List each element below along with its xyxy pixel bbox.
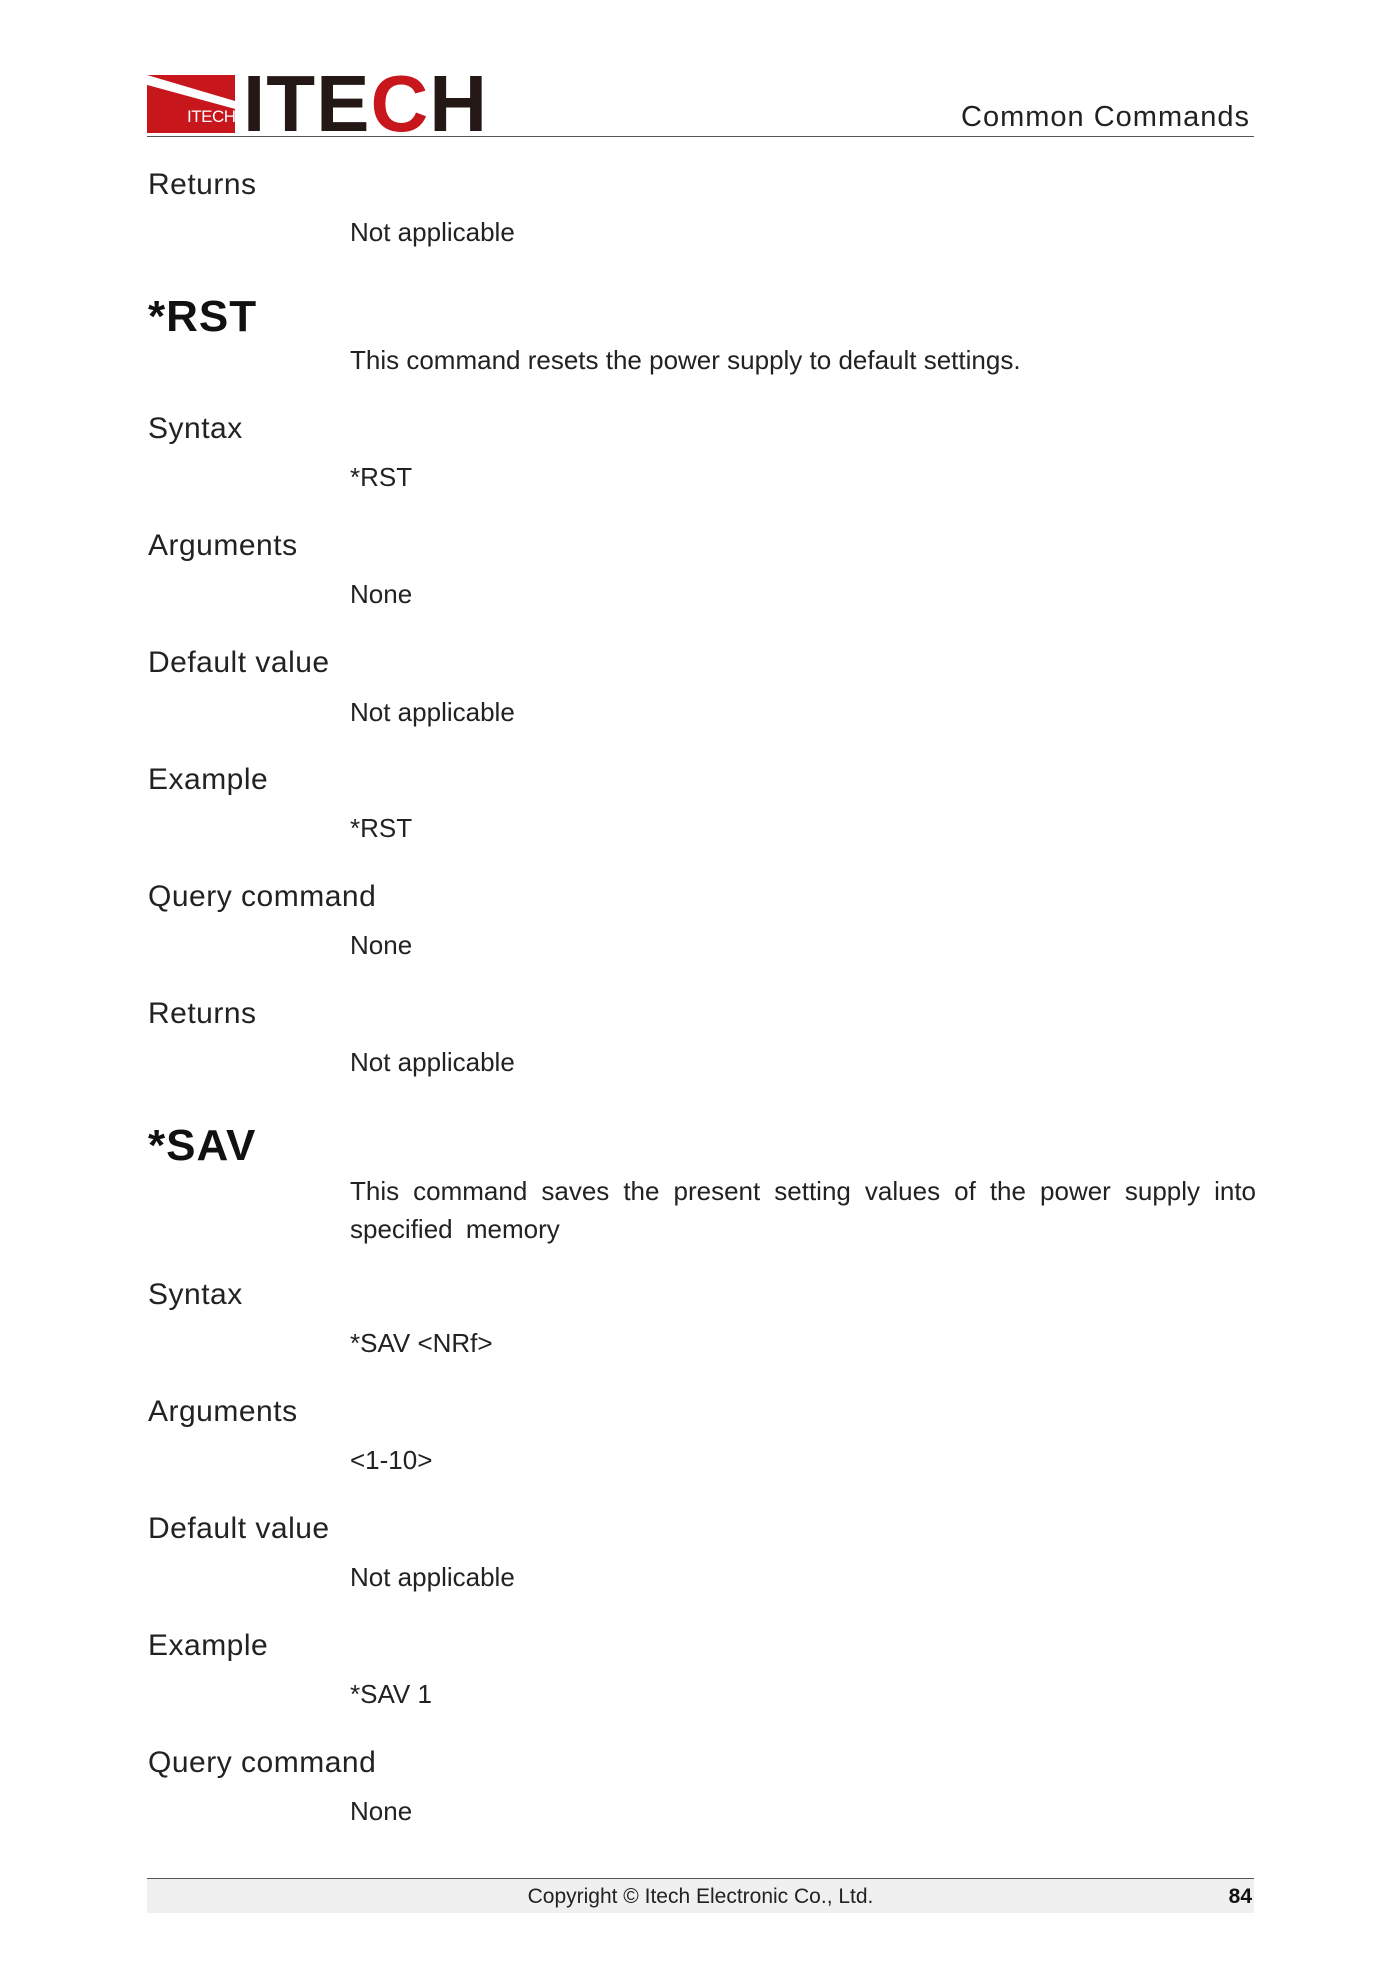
logo-small-text: ITECH bbox=[187, 107, 236, 126]
page-header bbox=[147, 59, 1254, 148]
page-footer bbox=[147, 1878, 1254, 1913]
logo-mark bbox=[147, 75, 235, 133]
sav-example-value: *SAV 1 bbox=[350, 1679, 432, 1709]
rst-syntax-value: *RST bbox=[350, 462, 413, 492]
rst-example-value: *RST bbox=[350, 813, 413, 843]
sav-description: This command saves the present setting values of the power supply into specified memory bbox=[350, 1176, 1256, 1244]
rst-default-heading: Default value bbox=[148, 646, 330, 679]
header-title: Common Commands bbox=[961, 101, 1250, 133]
rst-syntax-heading: Syntax bbox=[148, 412, 243, 445]
sav-command-title: *SAV bbox=[148, 1121, 257, 1170]
rst-command-title: *RST bbox=[148, 292, 258, 341]
rst-query-value: None bbox=[350, 930, 413, 960]
sav-arguments-heading: Arguments bbox=[148, 1395, 298, 1428]
itech-logo bbox=[147, 59, 489, 148]
logo-wordmark: ITECH bbox=[243, 59, 489, 148]
page-number: 84 bbox=[1228, 1885, 1252, 1908]
rst-returns-heading: Returns bbox=[148, 997, 257, 1030]
sav-query-heading: Query command bbox=[148, 1746, 377, 1779]
rst-arguments-value: None bbox=[350, 579, 413, 609]
sav-example-heading: Example bbox=[148, 1629, 269, 1662]
sav-syntax-heading: Syntax bbox=[148, 1278, 243, 1311]
rst-query-heading: Query command bbox=[148, 880, 377, 913]
sav-query-value: None bbox=[350, 1796, 413, 1826]
rst-default-value: Not applicable bbox=[350, 697, 515, 727]
sav-default-heading: Default value bbox=[148, 1512, 330, 1545]
rst-description: This command resets the power supply to default settings. bbox=[350, 345, 1021, 375]
sav-syntax-value: *SAV <NRf> bbox=[350, 1328, 493, 1358]
rst-example-heading: Example bbox=[148, 763, 269, 796]
sav-default-value: Not applicable bbox=[350, 1562, 515, 1592]
returns-heading: Returns bbox=[148, 168, 257, 201]
footer-copyright: Copyright © Itech Electronic Co., Ltd. bbox=[527, 1885, 874, 1908]
sav-arguments-value: <1-10> bbox=[350, 1445, 433, 1475]
rst-returns-value: Not applicable bbox=[350, 1047, 515, 1077]
rst-arguments-heading: Arguments bbox=[148, 529, 298, 562]
returns-value: Not applicable bbox=[350, 217, 515, 247]
